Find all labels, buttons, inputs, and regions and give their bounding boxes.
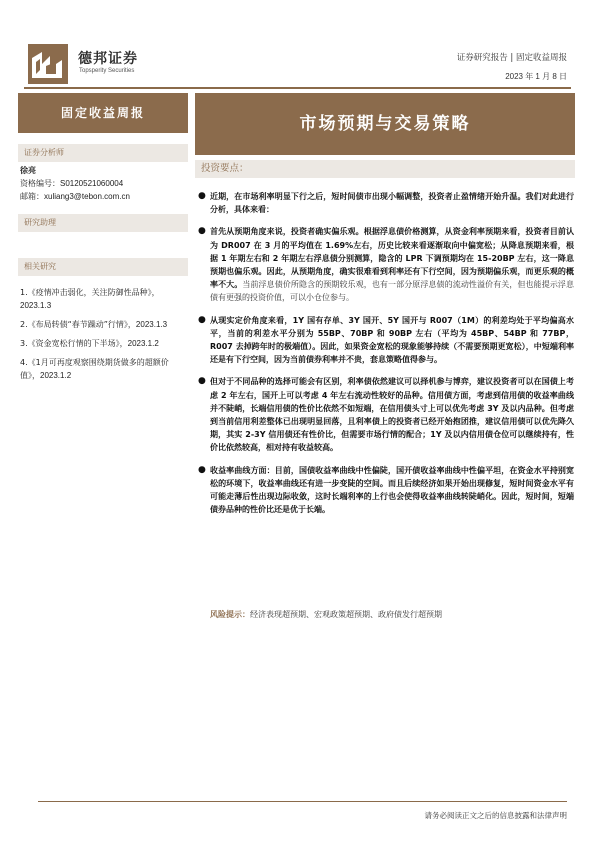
key-point-bold: 首先从预期角度来说，投资者确实偏乐观。根据浮息债价格测算，从资金利率预期来看，投资者目前认为 DR007 在 3 月的平均值在 1.69%左右，历史比较来看逐渐取向中偏宽松；从降息预期来看，根据 1 年期左右和 2 年期左右浮息债分别测算，隐含的 LPR 下调预期均在 15-20BP 左右，这一降息预期也偏乐观。因此，从预期角度，确实很难看到利率还有下行空间，因为预期偏乐观，而更乐观的概率不大。	[210, 227, 574, 290]
report-title: 市场预期与交易策略	[195, 93, 575, 155]
report-category-banner: 固定收益周报	[18, 93, 188, 133]
key-point	[198, 375, 574, 454]
bullet-icon: ●	[198, 191, 206, 201]
header-divider	[24, 87, 571, 89]
key-points-header: 投资要点：	[195, 160, 575, 178]
key-point	[198, 314, 574, 367]
related-item-title: 1.《疫情冲击弱化，关注防御性品种》	[20, 288, 152, 297]
page-header	[0, 0, 595, 95]
assistant-section-header: 研究助理	[18, 214, 188, 232]
key-point-bold: 从现实定价角度来看，1Y 国有存单、3Y 国开、5Y 国开与 R007（1M）的利差均处于平均偏高水平，当前的利差水平分别为 55BP、70BP 和 90BP 左右（平均为 45BP、54BP 和 77BP，R007 去掉跨年时的极端值）。因此，如果资金宽松的现象能够持续（不需要预期更宽松），中短端利率还是有下行空间，因为当前债券利率并不贵，套息策略值得参与。	[210, 315, 574, 365]
key-point-bold: 收益率曲线方面：目前，国债收益率曲线中性偏陡，国开债收益率曲线中性偏平坦，在资金水平持别宽松的环境下，收益率曲线还有进一步变陡的空间。而且后续经济如果开始出现修复，短时间资金水平有可能走薄后性出现边际收敛，这时长端利率的上行也会使得收益率曲线转陡峭化。因此，短时间，短端债券品种的性价比还是优于长端。	[210, 465, 574, 515]
bullet-icon: ●	[198, 226, 206, 237]
related-item-date: 2023.1.3	[135, 320, 168, 329]
risk-warning	[210, 608, 574, 621]
key-point	[198, 190, 574, 216]
related-section-header: 相关研究	[18, 258, 188, 276]
related-item-title: 2.《布局转债“春节躁动”行情》	[20, 320, 128, 329]
related-item[interactable]: 4.《1月可再度观察围绕期货做多的超额价值》，2023.1.2	[20, 358, 169, 380]
analyst-section-header: 证券分析师	[18, 144, 188, 162]
bullet-icon: ●	[198, 314, 206, 325]
bullet-icon: ●	[198, 376, 206, 387]
related-item[interactable]: 2.《布局转债“春节躁动”行情》，2023.1.3	[20, 320, 168, 329]
risk-label: 风险提示：	[210, 610, 250, 619]
risk-text: 经济表现超预期、宏观政策超预期、政府债发行超预期	[250, 610, 442, 619]
related-item[interactable]: 3.《资金宽松行情的下半场》，2023.1.2	[20, 339, 159, 348]
key-point-bold: 但对于不同品种的选择可能会有区别，利率债依然建议可以择机参与博弈，建议投资者可以在国债上考虑 2 年左右，国开上可以考虑 4 年左右流动性较好的品种。信用债方面，考虑到信用债的收益率曲线并不陡峭，长端信用债的性价比依然不如短端，在信用债头寸上可以优先考虑 3Y 及以内品种。但考虑到当前信用利差整体已出现明显回落，且利率债上的投资者已经开始抱团推，建议信用债可以优先降久期，其实 2-3Y 信用债还有性价比，但需要市场行情的配合；1Y 及以内信用债仓位可以继续持有，性价比依然较高，相对持有收益较高。	[210, 377, 574, 453]
related-item-date: 2023.1.2	[127, 339, 159, 348]
key-point	[198, 464, 574, 517]
logo-text-cn: 德邦证券	[78, 51, 138, 67]
related-research-list	[20, 286, 188, 388]
logo-text-en: Topsperity Securities	[79, 68, 135, 74]
related-item-title: 4.《1月可再度观察围绕期货做多的超额价值》	[20, 358, 169, 380]
report-date: 2023 年 1 月 8 日	[505, 72, 567, 81]
analyst-name: 徐亮	[20, 166, 36, 175]
bullet-icon: ●	[198, 464, 206, 475]
footer-disclaimer: 请务必阅读正文之后的信息披露和法律声明	[424, 811, 567, 820]
analyst-email[interactable]: 邮箱：xuliang3@tebon.com.cn	[20, 192, 130, 201]
related-item-title: 3.《资金宽松行情的下半场》	[20, 339, 120, 348]
analyst-info	[20, 164, 186, 203]
footer-divider	[38, 801, 567, 802]
analyst-license: 资格编号：S0120521060004	[20, 179, 124, 188]
report-type: 证券研究报告 | 固定收益周报	[456, 53, 567, 63]
key-point	[198, 225, 574, 304]
related-item-date: 2023.1.2	[40, 371, 72, 380]
key-point-bold: 近期，在市场利率明显下行之后，短时间债市出现小幅调整，投资者止盈情绪开始升温。我们对此进行分析，具体来看：	[210, 192, 574, 215]
related-item[interactable]: 1.《疫情冲击弱化，关注防御性品种》，2023.1.3	[20, 288, 160, 310]
related-item-date: 2023.1.3	[20, 301, 52, 310]
logo-icon	[28, 44, 68, 84]
key-points-list	[198, 190, 574, 525]
key-point-normal: 当前浮息债价所隐含的预期较乐观，也有一部分原浮息债的流动性溢价有关，但也能提示浮息债有更强的投资价值，可以小仓位参与。	[210, 280, 575, 303]
